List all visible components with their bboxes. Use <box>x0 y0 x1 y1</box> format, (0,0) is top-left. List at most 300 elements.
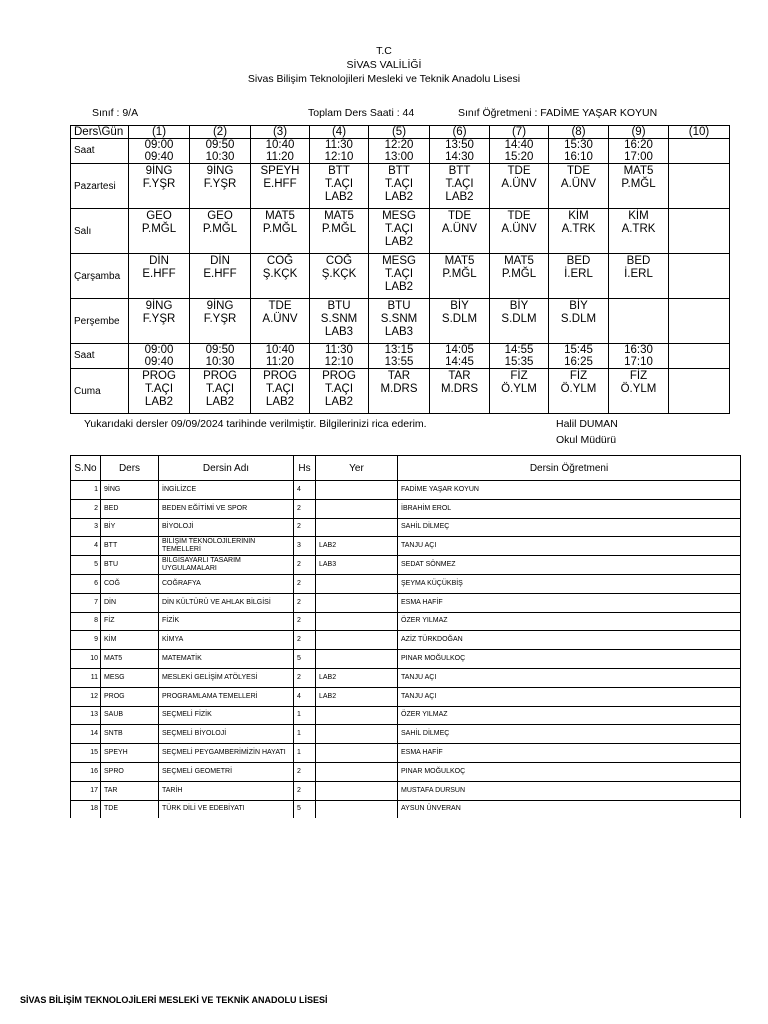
course-code: SAUB <box>101 706 159 725</box>
lesson-cell <box>430 209 490 254</box>
start-time: 15:30 <box>564 139 593 151</box>
course-row <box>71 650 741 669</box>
lesson-cell <box>490 164 549 209</box>
course-name: SEÇMELİ GEOMETRİ <box>159 762 294 781</box>
lesson-code: BTU <box>327 300 351 312</box>
lesson-cell <box>669 299 730 344</box>
room-code: LAB2 <box>205 396 235 408</box>
lesson-code: TAR <box>448 370 471 382</box>
teacher-code: A.TRK <box>621 223 656 235</box>
time-cell <box>369 344 430 369</box>
teacher-code: F.YŞR <box>203 178 237 190</box>
course-place <box>316 650 398 669</box>
course-code: DİN <box>101 593 159 612</box>
course-code: TDE <box>101 800 159 818</box>
course-name: PROGRAMLAMA TEMELLERİ <box>159 687 294 706</box>
lesson-cell <box>549 209 609 254</box>
course-name: DİN KÜLTÜRÜ VE AHLAK BİLGİSİ <box>159 593 294 612</box>
course-name: BİLİŞİM TEKNOLOJİLERİNİN TEMELLERİ <box>159 537 294 556</box>
header-course-name: Dersin Adı <box>159 456 294 481</box>
time-cell <box>549 139 609 164</box>
lesson-code: TDE <box>567 165 590 177</box>
course-hours: 4 <box>294 687 316 706</box>
lesson-cell <box>251 369 310 414</box>
teacher-code: T.AÇI <box>205 383 235 395</box>
course-hours: 2 <box>294 781 316 800</box>
lesson-code: GEO <box>146 210 172 222</box>
teacher-code: T.AÇI <box>384 178 414 190</box>
lesson-cell <box>609 254 669 299</box>
start-time: 14:40 <box>504 139 534 151</box>
course-number: 15 <box>71 744 101 763</box>
course-row <box>71 481 741 500</box>
time-cell <box>490 344 549 369</box>
course-teacher: AZİZ TÜRKDOĞAN <box>398 631 741 650</box>
course-place: LAB2 <box>316 687 398 706</box>
start-time: 13:50 <box>445 139 474 151</box>
teacher-code: E.HFF <box>203 268 237 280</box>
course-hours: 3 <box>294 537 316 556</box>
lesson-code: MAT5 <box>265 210 295 222</box>
course-teacher: PINAR MOĞULKOÇ <box>398 650 741 669</box>
lesson-cell <box>310 254 369 299</box>
lesson-cell <box>251 209 310 254</box>
course-teacher: FADİME YAŞAR KOYUN <box>398 481 741 500</box>
lesson-code: BTT <box>328 165 350 177</box>
course-name: İNGİLİZCE <box>159 481 294 500</box>
course-name: SEÇMELİ PEYGAMBERİMİZİN HAYATI <box>159 744 294 763</box>
principal-name: Halil DUMAN <box>556 418 618 430</box>
time-cell <box>190 344 251 369</box>
lesson-cell <box>251 164 310 209</box>
lesson-cell <box>251 254 310 299</box>
course-name: BİYOLOJİ <box>159 518 294 537</box>
teacher-code: F.YŞR <box>203 313 237 325</box>
teacher-code: A.ÜNV <box>560 178 597 190</box>
lesson-cell <box>549 164 609 209</box>
time-cell <box>129 139 190 164</box>
lesson-cell <box>129 299 190 344</box>
course-code: PROG <box>101 687 159 706</box>
end-time: 14:30 <box>445 151 474 163</box>
time-cell <box>251 139 310 164</box>
start-time: 10:40 <box>265 139 295 151</box>
lesson-code: BTU <box>387 300 411 312</box>
lesson-code: MAT5 <box>324 210 354 222</box>
lesson-cell <box>369 369 430 414</box>
course-number: 18 <box>71 800 101 818</box>
course-hours: 1 <box>294 744 316 763</box>
time-row <box>71 344 730 369</box>
teacher-code: P.MĞL <box>621 178 656 190</box>
course-row <box>71 556 741 575</box>
course-code: 9İNG <box>101 481 159 500</box>
day-row <box>71 369 730 414</box>
teacher-code: İ.ERL <box>624 268 653 280</box>
teacher-code: P.MĞL <box>442 268 477 280</box>
lesson-code: TDE <box>268 300 292 312</box>
period-header: (7) <box>490 126 549 139</box>
teacher-code: T.AÇI <box>144 383 174 395</box>
lesson-code: 9İNG <box>206 165 234 177</box>
course-hours: 1 <box>294 725 316 744</box>
course-place <box>316 593 398 612</box>
end-time: 09:40 <box>144 151 174 163</box>
course-hours: 2 <box>294 668 316 687</box>
footer-school-name: SİVAS BİLİŞİM TEKNOLOJİLERİ MESLEKİ VE TEKNİK ANADOLU LİSESİ <box>20 995 328 1005</box>
given-date-note: Yukarıdaki dersler 09/09/2024 tarihinde verilmiştir. Bilgilerinizi rica ederim. <box>84 418 427 430</box>
lesson-code: BTT <box>388 165 410 177</box>
lesson-code: KİM <box>628 210 649 222</box>
day-row <box>71 164 730 209</box>
course-place <box>316 781 398 800</box>
lesson-code: BİY <box>509 300 529 312</box>
time-cell <box>430 139 490 164</box>
room-code: LAB2 <box>445 191 474 203</box>
lesson-cell <box>609 369 669 414</box>
teacher-code: F.YŞR <box>142 178 176 190</box>
lesson-code: MAT5 <box>504 255 534 267</box>
room-code: LAB2 <box>384 191 414 203</box>
course-number: 13 <box>71 706 101 725</box>
teacher-code: T.AÇI <box>384 223 414 235</box>
lesson-cell <box>490 299 549 344</box>
time-cell <box>549 344 609 369</box>
end-time: 11:20 <box>266 356 294 368</box>
lesson-cell <box>129 369 190 414</box>
time-cell <box>490 139 549 164</box>
course-place <box>316 574 398 593</box>
course-hours: 2 <box>294 499 316 518</box>
time-cell <box>609 139 669 164</box>
teacher-code: M.DRS <box>440 383 479 395</box>
course-number: 10 <box>71 650 101 669</box>
course-row <box>71 518 741 537</box>
lesson-cell <box>430 299 490 344</box>
start-time: 09:50 <box>205 139 235 151</box>
lesson-cell <box>310 209 369 254</box>
teacher-code: Ş.KÇK <box>262 268 298 280</box>
period-header: (9) <box>609 126 669 139</box>
lesson-cell <box>430 254 490 299</box>
course-name: TARİH <box>159 781 294 800</box>
course-row <box>71 612 741 631</box>
course-row <box>71 706 741 725</box>
start-time: 11:30 <box>325 139 353 151</box>
header-place: Yer <box>316 456 398 481</box>
start-time: 16:20 <box>624 139 653 151</box>
room-code: LAB2 <box>324 396 354 408</box>
teacher-code: P.MĞL <box>141 223 177 235</box>
teacher-code: T.AÇI <box>445 178 474 190</box>
period-header: (5) <box>369 126 430 139</box>
course-teacher: ESMA HAFİF <box>398 744 741 763</box>
lesson-cell <box>369 209 430 254</box>
course-number: 7 <box>71 593 101 612</box>
lesson-cell <box>129 164 190 209</box>
lesson-code: BİY <box>569 300 588 312</box>
course-place <box>316 800 398 818</box>
lesson-code: 9İNG <box>145 300 173 312</box>
day-row <box>71 209 730 254</box>
lesson-code: MESG <box>382 210 416 222</box>
course-row <box>71 631 741 650</box>
lesson-code: BED <box>566 255 591 267</box>
course-name: BİLGİSAYARLI TASARIM UYGULAMALARI <box>159 556 294 575</box>
lesson-cell <box>490 254 549 299</box>
end-time: 09:40 <box>144 356 174 368</box>
time-row-label: Saat <box>71 139 129 164</box>
period-header: (8) <box>549 126 609 139</box>
end-time: 11:20 <box>266 151 294 163</box>
course-teacher: AYSUN ÜNVERAN <box>398 800 741 818</box>
start-time: 14:55 <box>504 344 534 356</box>
lesson-code: TDE <box>507 165 531 177</box>
end-time: 13:55 <box>384 356 414 368</box>
course-row <box>71 800 741 818</box>
time-row-label: Saat <box>71 344 129 369</box>
teacher-code: A.TRK <box>561 223 596 235</box>
end-time: 17:10 <box>624 356 653 368</box>
lesson-cell <box>669 369 730 414</box>
course-code: MESG <box>101 668 159 687</box>
header-code: Ders <box>101 456 159 481</box>
course-hours: 5 <box>294 800 316 818</box>
lesson-code: MAT5 <box>623 165 654 177</box>
time-cell <box>669 344 730 369</box>
lesson-code: MAT5 <box>444 255 475 267</box>
lesson-code: COĞ <box>325 255 353 267</box>
lesson-code: FİZ <box>510 370 528 382</box>
period-header: (2) <box>190 126 251 139</box>
lesson-cell <box>669 164 730 209</box>
lesson-cell <box>669 254 730 299</box>
course-row <box>71 687 741 706</box>
course-hours: 5 <box>294 650 316 669</box>
course-place: LAB2 <box>316 668 398 687</box>
lesson-cell <box>669 209 730 254</box>
teacher-code: E.HFF <box>142 268 176 280</box>
class-label: Sınıf : 9/A <box>92 107 139 119</box>
time-row <box>71 139 730 164</box>
day-label: Pazartesi <box>71 164 129 209</box>
lesson-cell <box>549 299 609 344</box>
day-label: Cuma <box>71 369 129 414</box>
course-number: 14 <box>71 725 101 744</box>
course-list-table <box>70 455 741 818</box>
start-time: 15:45 <box>564 344 593 356</box>
day-label: Perşembe <box>71 299 129 344</box>
course-hours: 2 <box>294 631 316 650</box>
lesson-code: GEO <box>207 210 233 222</box>
room-code: LAB2 <box>324 191 354 203</box>
course-place <box>316 631 398 650</box>
lesson-code: PROG <box>203 370 237 382</box>
course-hours: 1 <box>294 706 316 725</box>
lesson-cell <box>430 164 490 209</box>
lesson-cell <box>609 299 669 344</box>
lesson-code: TAR <box>387 370 411 382</box>
lesson-cell <box>549 369 609 414</box>
time-cell <box>129 344 190 369</box>
course-number: 4 <box>71 537 101 556</box>
header-tc: T.C <box>376 45 392 57</box>
lesson-cell <box>190 369 251 414</box>
course-teacher: SAHİL DİLMEÇ <box>398 518 741 537</box>
room-code: LAB2 <box>384 236 414 248</box>
lesson-code: 9İNG <box>145 165 173 177</box>
course-row <box>71 574 741 593</box>
course-teacher: ÖZER YILMAZ <box>398 706 741 725</box>
lesson-code: BTT <box>448 165 471 177</box>
total-hours-label: Toplam Ders Saati : 44 <box>308 107 415 119</box>
end-time: 15:35 <box>504 356 534 368</box>
day-label: Salı <box>71 209 129 254</box>
course-row <box>71 744 741 763</box>
time-cell <box>310 139 369 164</box>
lesson-cell <box>129 254 190 299</box>
teacher-code: Ö.YLM <box>620 383 657 395</box>
course-number: 8 <box>71 612 101 631</box>
teacher-code: P.MĞL <box>202 223 238 235</box>
lesson-code: KİM <box>568 210 589 222</box>
course-place <box>316 499 398 518</box>
time-cell <box>369 139 430 164</box>
course-row <box>71 537 741 556</box>
room-code: LAB3 <box>384 326 414 338</box>
lesson-cell <box>310 299 369 344</box>
lesson-code: FİZ <box>569 370 588 382</box>
start-time: 10:40 <box>265 344 295 356</box>
course-code: COĞ <box>101 574 159 593</box>
start-time: 12:20 <box>384 139 414 151</box>
lesson-cell <box>190 299 251 344</box>
course-teacher: PINAR MOĞULKOÇ <box>398 762 741 781</box>
time-cell <box>430 344 490 369</box>
lesson-code: TDE <box>448 210 471 222</box>
end-time: 16:10 <box>564 151 593 163</box>
course-number: 11 <box>71 668 101 687</box>
course-teacher: TANJU AÇI <box>398 668 741 687</box>
teacher-code: T.AÇI <box>384 268 414 280</box>
period-header: (1) <box>129 126 190 139</box>
header-school-name: Sivas Bilişim Teknolojileri Mesleki ve Teknik Anadolu Lisesi <box>247 73 521 85</box>
teacher-code: İ.ERL <box>564 268 593 280</box>
lesson-cell <box>490 209 549 254</box>
weekly-timetable <box>70 125 730 414</box>
teacher-code: Ö.YLM <box>501 383 537 395</box>
start-time: 09:00 <box>144 344 174 356</box>
lesson-cell <box>310 164 369 209</box>
course-place <box>316 762 398 781</box>
lesson-code: BİY <box>450 300 469 312</box>
course-hours: 2 <box>294 556 316 575</box>
course-hours: 2 <box>294 762 316 781</box>
course-name: SEÇMELİ FİZİK <box>159 706 294 725</box>
teacher-code: S.SNM <box>380 313 418 325</box>
teacher-code: S.SNM <box>320 313 358 325</box>
period-header: (6) <box>430 126 490 139</box>
class-teacher-label: Sınıf Öğretmeni : FADİME YAŞAR KOYUN <box>458 107 658 119</box>
lesson-cell <box>190 209 251 254</box>
course-teacher: ÖZER YILMAZ <box>398 612 741 631</box>
course-place: LAB2 <box>316 537 398 556</box>
course-place <box>316 744 398 763</box>
course-teacher: ESMA HAFİF <box>398 593 741 612</box>
time-cell <box>190 139 251 164</box>
lesson-code: 9İNG <box>206 300 234 312</box>
teacher-code: Ş.KÇK <box>321 268 357 280</box>
lesson-cell <box>430 369 490 414</box>
course-hours: 4 <box>294 481 316 500</box>
end-time: 14:45 <box>445 356 474 368</box>
lesson-code: SPEYH <box>260 165 300 177</box>
course-teacher: ŞEYMA KÜÇÜKBİŞ <box>398 574 741 593</box>
course-code: BTU <box>101 556 159 575</box>
course-code: KİM <box>101 631 159 650</box>
course-code: TAR <box>101 781 159 800</box>
course-number: 1 <box>71 481 101 500</box>
teacher-code: T.AÇI <box>324 383 354 395</box>
lesson-cell <box>609 164 669 209</box>
lesson-cell <box>369 299 430 344</box>
lesson-cell <box>310 369 369 414</box>
course-row <box>71 762 741 781</box>
end-time: 10:30 <box>205 151 235 163</box>
lesson-cell <box>129 209 190 254</box>
lesson-code: FİZ <box>629 370 648 382</box>
course-row <box>71 781 741 800</box>
course-place <box>316 518 398 537</box>
header-teacher: Dersin Öğretmeni <box>398 456 741 481</box>
period-header: (3) <box>251 126 310 139</box>
course-code: BED <box>101 499 159 518</box>
course-code: SNTB <box>101 725 159 744</box>
course-hours: 2 <box>294 518 316 537</box>
start-time: 16:30 <box>624 344 653 356</box>
time-cell <box>609 344 669 369</box>
course-place <box>316 612 398 631</box>
course-code: MAT5 <box>101 650 159 669</box>
room-code: LAB3 <box>324 326 354 338</box>
lesson-cell <box>609 209 669 254</box>
time-cell <box>251 344 310 369</box>
teacher-code: T.AÇI <box>265 383 295 395</box>
lesson-code: BED <box>626 255 651 267</box>
end-time: 12:10 <box>324 356 354 368</box>
end-time: 13:00 <box>384 151 414 163</box>
course-teacher: SEDAT SÖNMEZ <box>398 556 741 575</box>
lesson-code: MESG <box>382 255 416 267</box>
room-code: LAB2 <box>384 281 414 293</box>
end-time: 15:20 <box>504 151 534 163</box>
course-place <box>316 481 398 500</box>
course-name: MATEMATİK <box>159 650 294 669</box>
teacher-code: A.ÜNV <box>262 313 298 325</box>
course-place <box>316 725 398 744</box>
lesson-cell <box>549 254 609 299</box>
course-name: TÜRK DİLİ VE EDEBİYATI <box>159 800 294 818</box>
period-header: (4) <box>310 126 369 139</box>
time-cell <box>669 139 730 164</box>
course-name: MESLEKİ GELİŞİM ATÖLYESİ <box>159 668 294 687</box>
teacher-code: M.DRS <box>380 383 418 395</box>
teacher-code: P.MĞL <box>321 223 357 235</box>
course-row <box>71 725 741 744</box>
teacher-code: P.MĞL <box>501 268 537 280</box>
course-name: COĞRAFYA <box>159 574 294 593</box>
room-code: LAB2 <box>265 396 295 408</box>
